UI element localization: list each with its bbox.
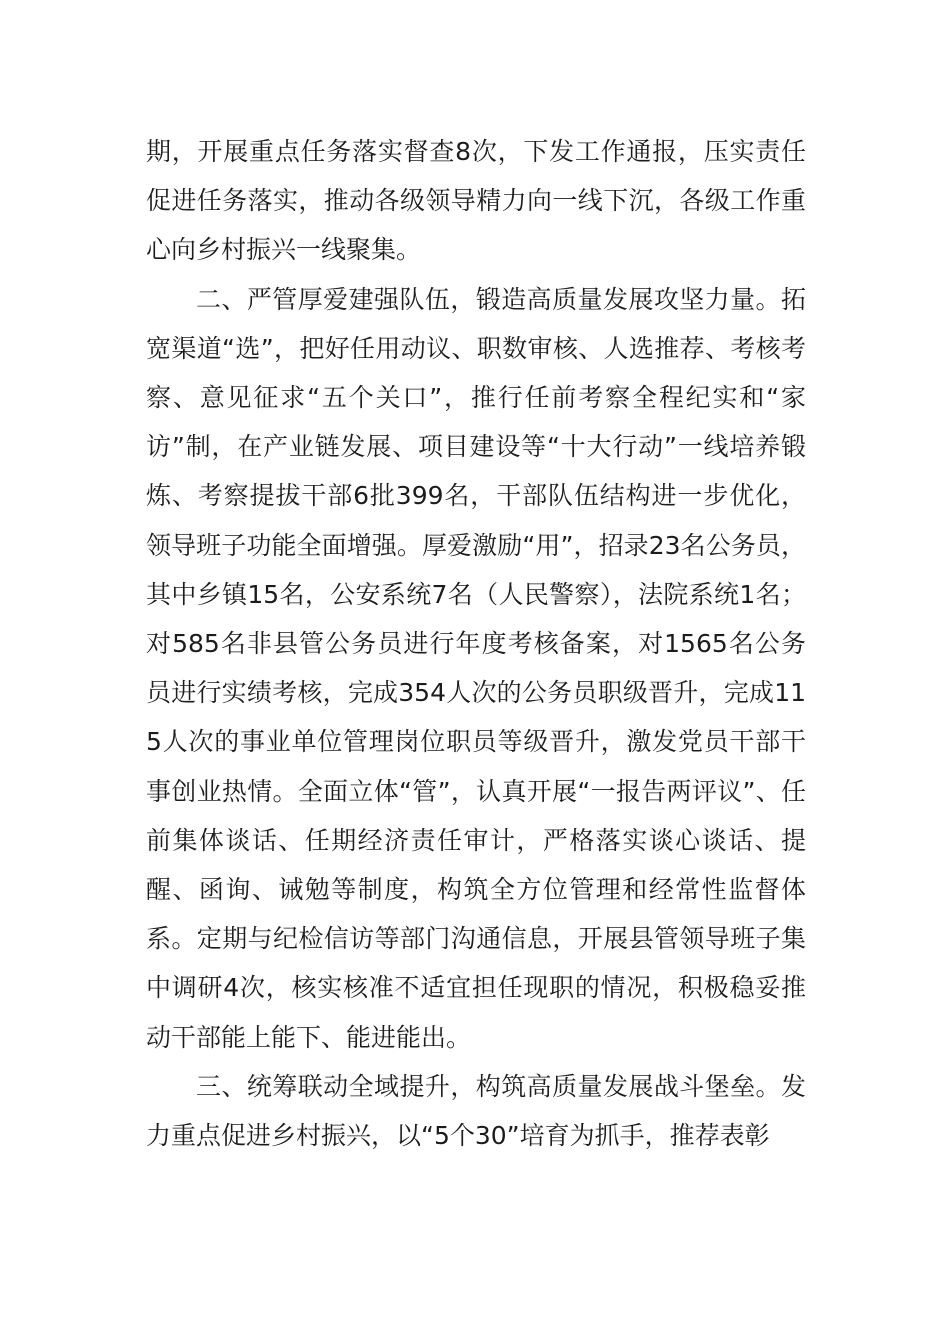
paragraph-section-two: 二、严管厚爱建强队伍，锻造高质量发展攻坚力量。拓宽渠道“选”，把好任用动议、职数审核、人选推荐、考核考察、意见征求“五个关口”，推行任前考察全程纪实和“家访”制，在产业链发展、项目建设等“十大行动”一线培养锻炼、考察提拔干部6批399名，干部队伍结构进一步优化，领导班子功能全面增强。厚爱激励“用”，招录23名公务员，其中乡镇15名，公安系统7名（人民警察），法院系统1名；对585名非县管公务员进行年度考核备案，对1565名公务员进行实绩考核，完成354人次的公务员职级晋升，完成115人次的事业单位管理岗位职员等级晋升，激发党员干部干事创业热情。全面立体“管”，认真开展“一报告两评议”、任前集体谈话、任期经济责任审计，严格落实谈心谈话、提醒、函询、诫勉等制度，构筑全方位管理和经常性监督体系。定期与纪检信访等部门沟通信息，开展县管领导班子集中调研4次，核实核准不适宜担任现职的情况，积极稳妥推动干部能上能下、能进能出。	[146, 284, 806, 1052]
paragraph-continuation: 期，开展重点任务落实督查8次，下发工作通报，压实责任促进任务落实，推动各级领导精力向一线下沉，各级工作重心向乡村振兴一线聚集。	[146, 137, 806, 265]
document-body	[146, 127, 806, 1160]
paragraph-section-three: 三、统筹联动全域提升，构筑高质量发展战斗堡垒。发力重点促进乡村振兴，以“5个30”培育为抓手，推荐表彰	[146, 1071, 806, 1151]
